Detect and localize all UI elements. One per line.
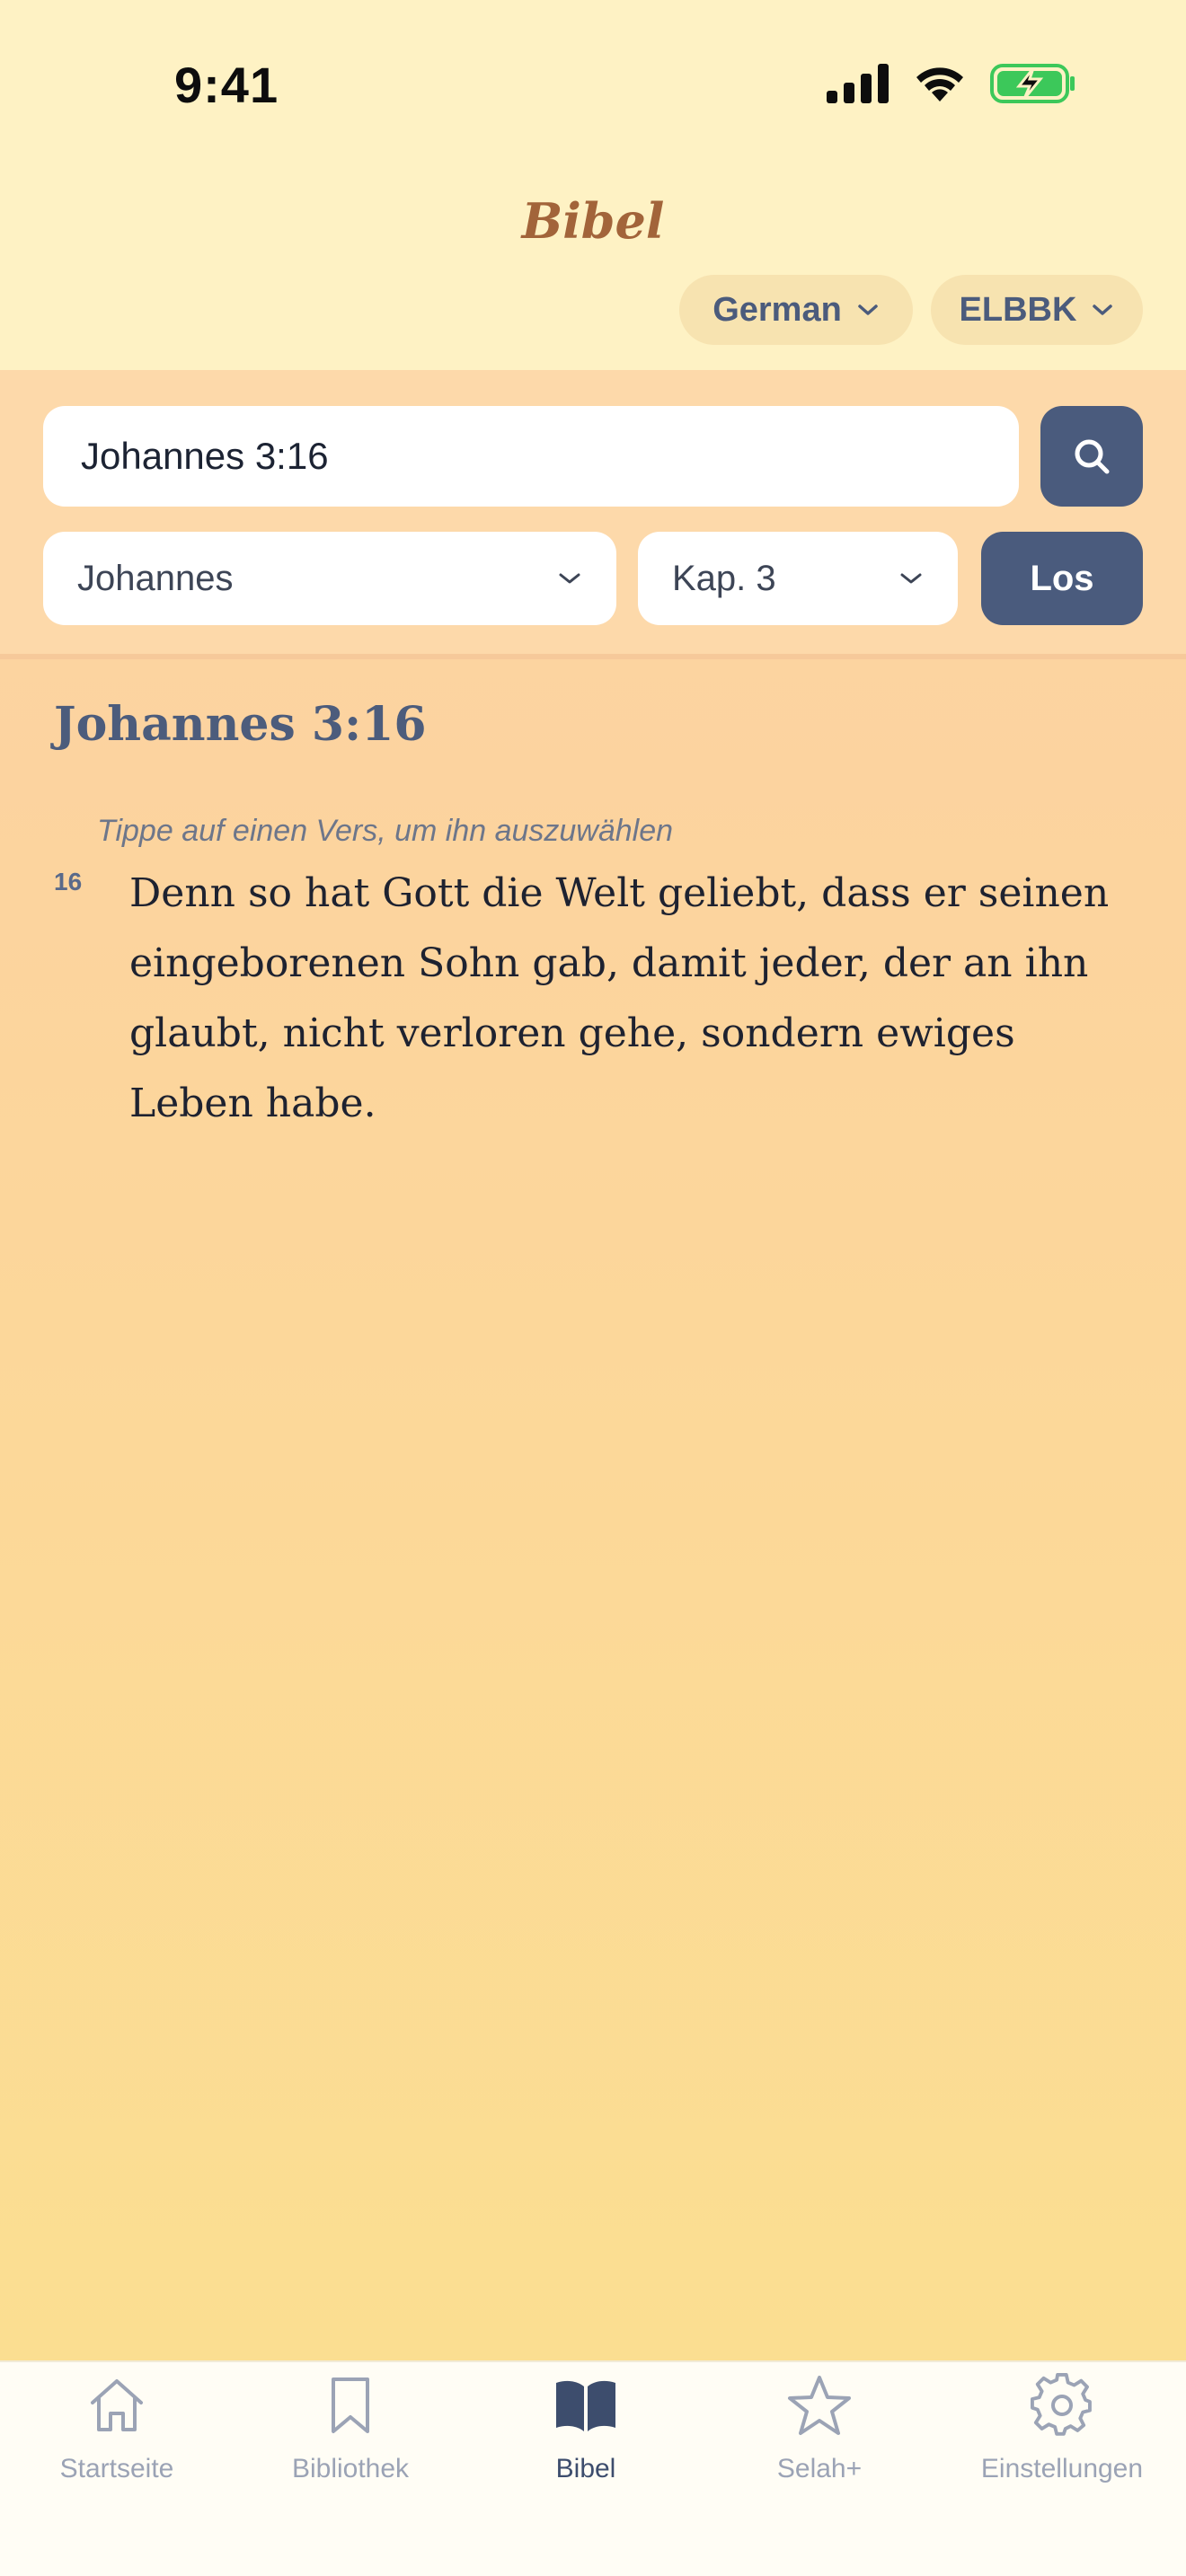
tab-selah-plus[interactable] xyxy=(730,2362,909,2488)
wifi-icon xyxy=(913,64,967,103)
tab-startseite[interactable] xyxy=(27,2362,207,2488)
book-select[interactable] xyxy=(43,532,616,625)
passage-title: Johannes 3:16 xyxy=(54,697,427,752)
language-label: German xyxy=(712,290,842,329)
gear-icon xyxy=(1030,2373,1094,2438)
app-title: Bibel xyxy=(521,192,665,250)
chapter-select-value: Kap. 3 xyxy=(672,558,776,598)
status-time: 9:41 xyxy=(174,57,279,113)
chevron-down-icon xyxy=(856,302,880,318)
chevron-down-icon xyxy=(898,570,924,587)
signal-icon xyxy=(827,64,890,103)
search-panel xyxy=(0,370,1186,659)
tab-einstellungen[interactable] xyxy=(961,2362,1163,2488)
version-selector[interactable] xyxy=(931,275,1143,345)
tab-bibliothek[interactable] xyxy=(261,2362,440,2488)
verse-text[interactable]: Denn so hat Gott die Welt geliebt, dass er seinen eingeborenen Sohn gab, damit jeder, der an ihn glaubt, nicht verloren gehe, sondern ewiges Leben habe. xyxy=(129,870,1110,1126)
search-icon xyxy=(1070,435,1113,478)
status-icons xyxy=(827,63,1076,104)
book-select-value: Johannes xyxy=(77,558,234,598)
bottom-tab-bar xyxy=(0,2360,1186,2576)
select-hint: Tippe auf einen Vers, um ihn auszuwählen xyxy=(97,814,674,848)
tab-label: Selah+ xyxy=(776,2454,863,2483)
language-selector[interactable] xyxy=(679,275,913,345)
battery-charging-icon xyxy=(990,63,1076,104)
search-button[interactable] xyxy=(1040,406,1143,507)
tab-label: Bibliothek xyxy=(291,2454,410,2483)
go-button[interactable]: Los xyxy=(981,532,1143,625)
book-open-icon xyxy=(553,2374,619,2437)
star-icon xyxy=(786,2373,853,2438)
tab-bibel[interactable] xyxy=(496,2362,676,2488)
chevron-down-icon xyxy=(557,570,582,587)
chevron-down-icon xyxy=(1091,302,1114,318)
tab-label: Bibel xyxy=(555,2454,616,2483)
bookmark-icon xyxy=(319,2374,382,2437)
search-input[interactable] xyxy=(43,406,1019,507)
chapter-select[interactable] xyxy=(638,532,958,625)
verse-number: 16 xyxy=(54,868,83,895)
home-icon xyxy=(85,2374,148,2437)
tab-label: Startseite xyxy=(59,2454,174,2483)
top-header xyxy=(0,0,1186,370)
tab-label: Einstellungen xyxy=(980,2454,1144,2483)
version-label: ELBBK xyxy=(959,290,1077,329)
